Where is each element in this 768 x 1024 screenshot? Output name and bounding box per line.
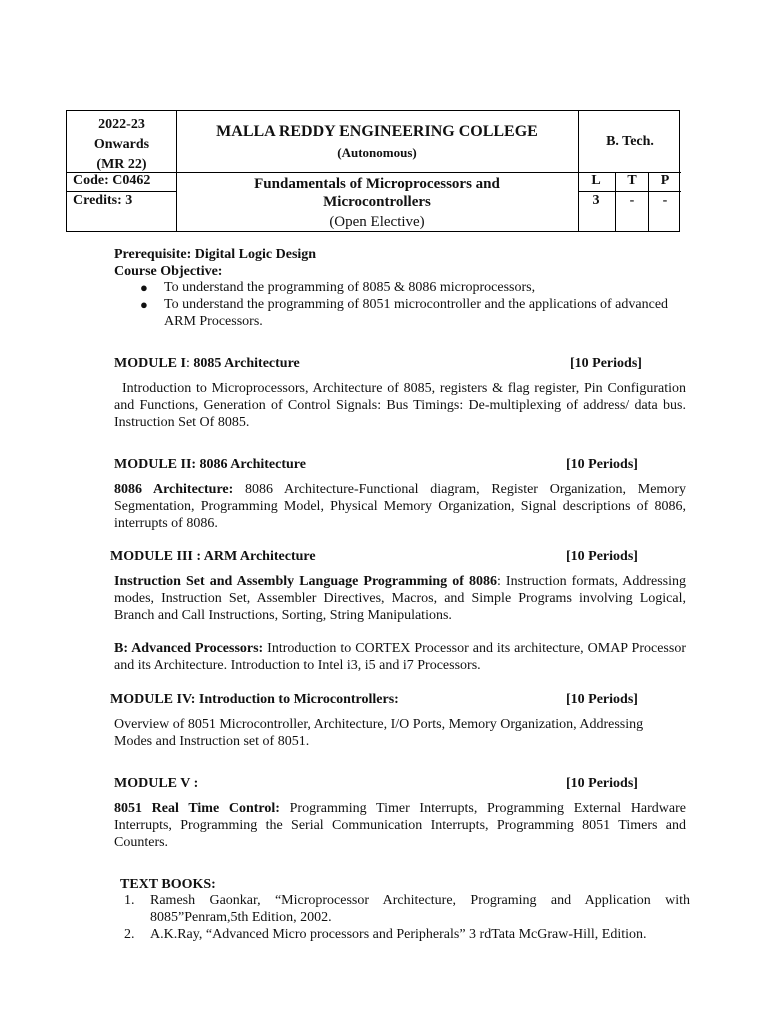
ltp-t-value: - — [629, 193, 635, 208]
module-5-periods: [10 Periods] — [566, 776, 638, 791]
list-item: 1. Ramesh Gaonkar, “Microprocessor Architecture, Programing and Application with 8085”Penram,5th Edition, 2002. — [124, 893, 690, 925]
module-2-periods: [10 Periods] — [566, 457, 638, 472]
module-2-text: 8086 Architecture: 8086 Architecture-Functional diagram, Register Organization, Memory Segmentation, Programming Model, Physical Memory Organization, Signal descriptions of 8086, interrupts of 8086. — [114, 482, 686, 531]
table-divider — [578, 111, 579, 231]
objective-list — [114, 279, 688, 330]
ltp-l-label: L — [591, 173, 601, 188]
text-books-list — [120, 892, 690, 943]
course-header-table — [66, 110, 680, 232]
bullet-icon: ● — [140, 297, 148, 312]
college-status: (Autonomous) — [337, 145, 417, 160]
module-3-heading: MODULE III : ARM Architecture — [110, 549, 316, 564]
module-5-text: 8051 Real Time Control: Programming Timer Interrupts, Programming External Hardware Interrupts, Programming the Serial Communication Interrupts, Programming 8051 Timers and Counters. — [114, 801, 687, 850]
course-type: (Open Elective) — [329, 214, 425, 230]
module-1-text: Introduction to Microprocessors, Architecture of 8085, registers & flag register, Pin Configuration and Functions, Generation of Control Signals: Bus Timings: De-multiplexing of address/ data bus. Instruction Set Of 8085. — [114, 381, 686, 430]
text-books-heading: TEXT BOOKS: — [120, 877, 216, 892]
course-code: Code: C0462 — [73, 173, 151, 188]
list-item: 2. A.K.Ray, “Advanced Micro processors and Peripherals” 3 rdTata McGraw-Hill, Edition. — [124, 927, 647, 942]
ltp-p-value: - — [662, 193, 668, 208]
list-item: ● To understand the programming of 8051 microcontroller and the applications of advanced ARM Processors. — [140, 297, 669, 329]
module-4-heading: MODULE IV: Introduction to Microcontrollers: — [110, 692, 399, 707]
ltp-t-label: T — [627, 173, 637, 188]
prerequisite: Prerequisite: Digital Logic Design — [114, 247, 317, 262]
ltp-p-label: P — [660, 173, 670, 188]
onwards-label: Onwards — [93, 137, 150, 152]
regulation-block — [67, 115, 176, 175]
module-2-heading: MODULE II: 8086 Architecture — [114, 457, 306, 472]
ltp-l-value: 3 — [592, 193, 600, 208]
regulation-code: (MR 22) — [96, 157, 147, 172]
course-title — [177, 175, 577, 211]
course-title-line-1: Fundamentals of Microprocessors and — [254, 176, 500, 192]
course-credits: Credits: 3 — [73, 193, 133, 208]
module-3-periods: [10 Periods] — [566, 549, 638, 564]
bullet-icon: ● — [140, 280, 148, 295]
academic-year: 2022-23 — [98, 117, 145, 132]
objective-heading: Course Objective: — [114, 264, 223, 279]
module-1-periods: [10 Periods] — [570, 356, 642, 371]
module-3-text-b: B: Advanced Processors: Introduction to CORTEX Processor and its architecture, OMAP Processor and its Architecture. Introduction to Intel i3, i5 and i7 Processors. — [114, 641, 686, 673]
list-item: ● To understand the programming of 8085 & 8086 microprocessors, — [140, 280, 536, 295]
module-5-heading: MODULE V : — [114, 776, 199, 791]
table-divider — [176, 172, 578, 173]
course-title-line-2: Microcontrollers — [323, 194, 431, 210]
module-4-text: Overview of 8051 Microcontroller, Architecture, I/O Ports, Memory Organization, Addressing Modes and Instruction set of 8051. — [114, 717, 644, 749]
module-4-periods: [10 Periods] — [566, 692, 638, 707]
program-name: B. Tech. — [606, 134, 654, 149]
module-3-text: Instruction Set and Assembly Language Programming of 8086: Instruction formats, Addressing modes, Instruction Set, Assembler Directives, Macros, and Simple Programs involving Logical, Branch and Call Instructions, Sorting, String Manipulations. — [114, 574, 687, 623]
module-1-heading: MODULE I: 8085 Architecture — [114, 356, 300, 371]
college-name: MALLA REDDY ENGINEERING COLLEGE — [216, 123, 538, 140]
